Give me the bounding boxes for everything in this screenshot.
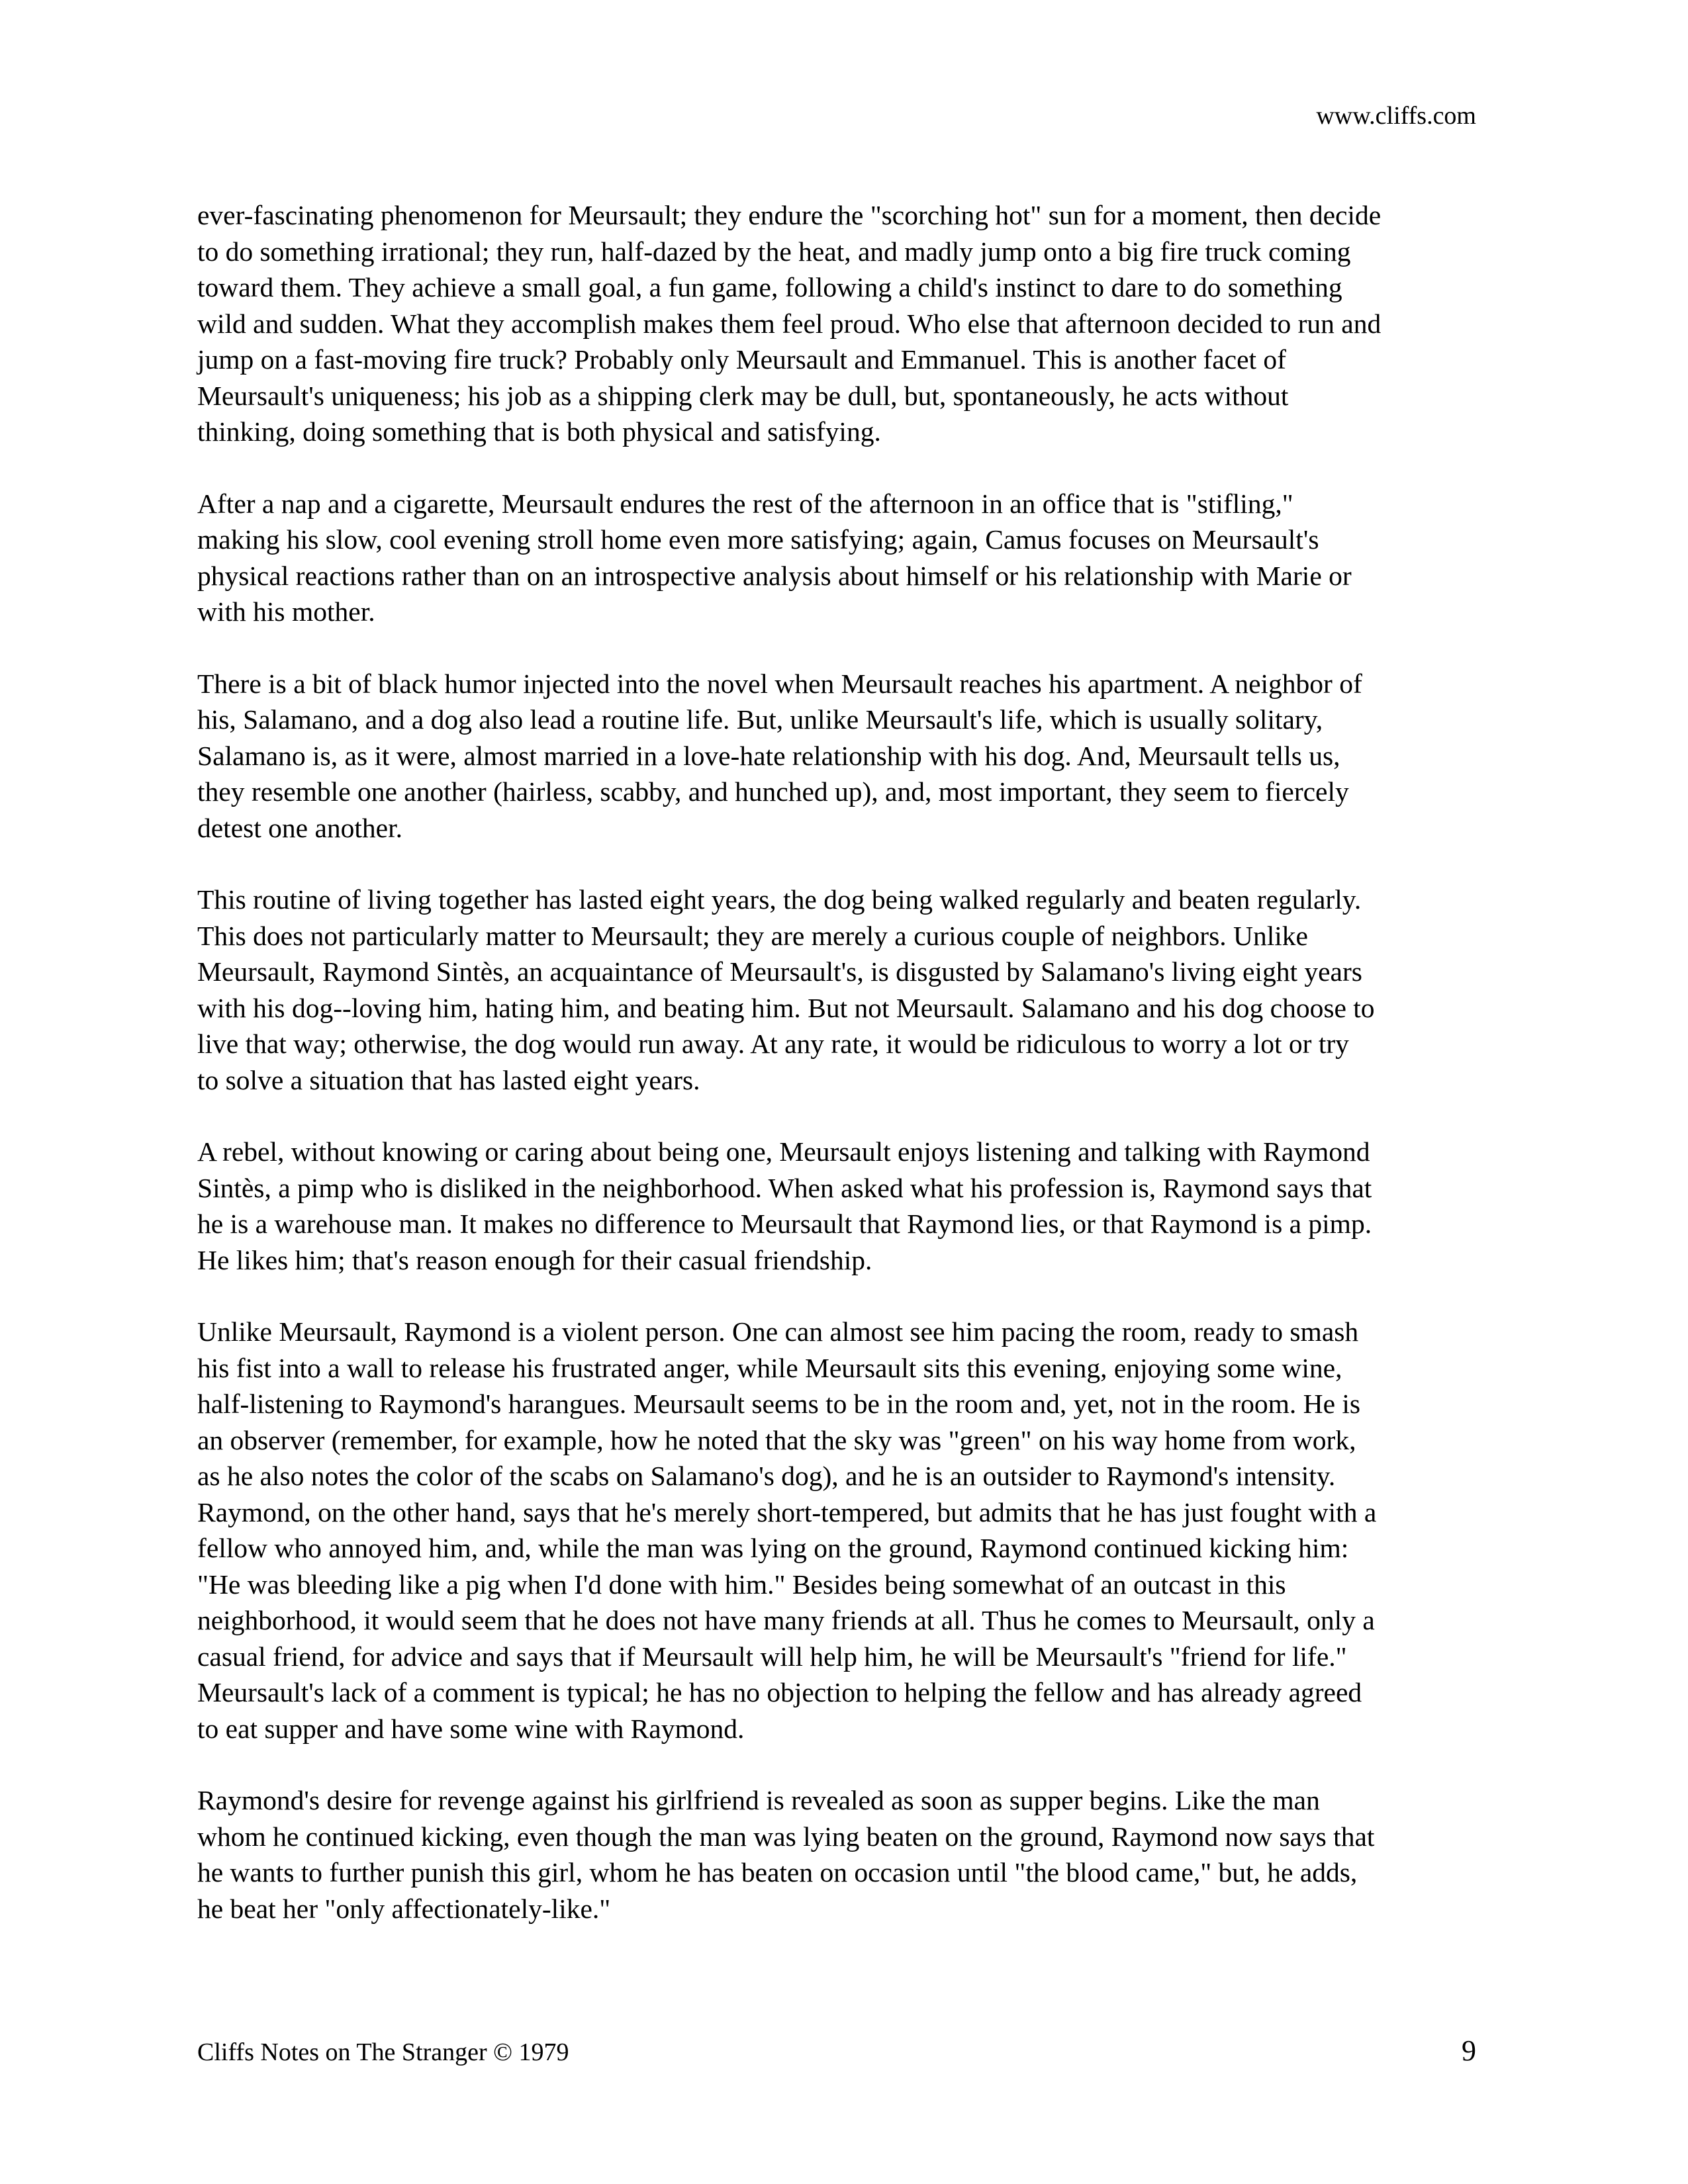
text-line: Salamano is, as it were, almost married in a love-hate relationship with his dog. And, Meursault tells us, <box>197 740 1340 771</box>
text-line: making his slow, cool evening stroll home even more satisfying; again, Camus focuses on Meursault's <box>197 524 1319 555</box>
paragraph-1 <box>197 197 1495 450</box>
page-number: 9 <box>1462 2034 1476 2067</box>
text-line: wild and sudden. What they accomplish makes them feel proud. Who else that afternoon decided to run and <box>197 308 1382 339</box>
text-line: ever-fascinating phenomenon for Meursault; they endure the "scorching hot" sun for a moment, then decide <box>197 200 1382 230</box>
text-line: with his dog--loving him, hating him, and beating him. But not Meursault. Salamano and his dog choose to <box>197 992 1375 1023</box>
text-line: neighborhood, it would seem that he does not have many friends at all. Thus he comes to Meursault, only a <box>197 1605 1375 1635</box>
text-line: to do something irrational; they run, half-dazed by the heat, and madly jump onto a big fire truck coming <box>197 236 1351 267</box>
text-line: whom he continued kicking, even though the man was lying beaten on the ground, Raymond now says that <box>197 1821 1375 1852</box>
text-line: jump on a fast-moving fire truck? Probably only Meursault and Emmanuel. This is another facet of <box>197 344 1286 375</box>
paragraph-7 <box>197 1782 1495 1927</box>
text-line: detest one another. <box>197 812 402 843</box>
text-line: toward them. They achieve a small goal, a fun game, following a child's instinct to dare to do something <box>197 272 1342 302</box>
text-line: Raymond, on the other hand, says that he's merely short-tempered, but admits that he has just fought with a <box>197 1496 1377 1527</box>
text-line: as he also notes the color of the scabs on Salamano's dog), and he is an outsider to Raymond's intensity. <box>197 1461 1336 1491</box>
header-url: www.cliffs.com <box>1316 102 1476 130</box>
text-line: he is a warehouse man. It makes no difference to Meursault that Raymond lies, or that Raymond is a pimp. <box>197 1208 1372 1239</box>
text-line: his, Salamano, and a dog also lead a routine life. But, unlike Meursault's life, which is usually solitary, <box>197 704 1323 735</box>
text-line: Meursault's uniqueness; his job as a shipping clerk may be dull, but, spontaneously, he acts without <box>197 380 1289 411</box>
paragraph-2 <box>197 486 1495 630</box>
text-line: to eat supper and have some wine with Raymond. <box>197 1713 745 1744</box>
text-line: physical reactions rather than on an introspective analysis about himself or his relationship with Marie or <box>197 560 1352 591</box>
text-line: Unlike Meursault, Raymond is a violent person. One can almost see him pacing the room, ready to smash <box>197 1316 1359 1347</box>
text-line: A rebel, without knowing or caring about being one, Meursault enjoys listening and talking with Raymond <box>197 1136 1370 1167</box>
footer-title: Cliffs Notes on The Stranger © 1979 <box>197 2038 569 2066</box>
text-line: Raymond's desire for revenge against his girlfriend is revealed as soon as supper begins. Like the man <box>197 1785 1320 1815</box>
text-line: with his mother. <box>197 596 375 627</box>
paragraph-3 <box>197 666 1495 846</box>
text-line: they resemble one another (hairless, scabby, and hunched up), and, most important, they seem to fiercely <box>197 776 1349 807</box>
text-line: to solve a situation that has lasted eight years. <box>197 1064 700 1095</box>
text-line: fellow who annoyed him, and, while the man was lying on the ground, Raymond continued kicking him: <box>197 1533 1349 1563</box>
text-line: thinking, doing something that is both physical and satisfying. <box>197 416 881 447</box>
text-line: This routine of living together has lasted eight years, the dog being walked regularly and beaten regularly. <box>197 884 1362 915</box>
text-line: He likes him; that's reason enough for their casual friendship. <box>197 1244 872 1275</box>
text-line: half-listening to Raymond's harangues. Meursault seems to be in the room and, yet, not in the room. He is <box>197 1388 1361 1419</box>
text-line: After a nap and a cigarette, Meursault endures the rest of the afternoon in an office that is "stifling," <box>197 488 1293 519</box>
text-line: There is a bit of black humor injected into the novel when Meursault reaches his apartment. A neighbor of <box>197 668 1362 699</box>
text-line: Meursault's lack of a comment is typical; he has no objection to helping the fellow and has already agreed <box>197 1677 1362 1707</box>
text-line: live that way; otherwise, the dog would run away. At any rate, it would be ridiculous to worry a lot or try <box>197 1028 1349 1059</box>
text-line: he beat her "only affectionately-like." <box>197 1893 611 1924</box>
text-line: Sintès, a pimp who is disliked in the neighborhood. When asked what his profession is, Raymond says that <box>197 1172 1372 1203</box>
text-line: Meursault, Raymond Sintès, an acquaintance of Meursault's, is disgusted by Salamano's living eight years <box>197 956 1362 987</box>
main-text <box>197 197 1495 1962</box>
text-line: casual friend, for advice and says that if Meursault will help him, he will be Meursault's "friend for life." <box>197 1641 1347 1672</box>
paragraph-4 <box>197 882 1495 1098</box>
paragraph-5 <box>197 1134 1495 1278</box>
paragraph-6 <box>197 1314 1495 1747</box>
text-line: his fist into a wall to release his frustrated anger, while Meursault sits this evening, enjoying some wine, <box>197 1352 1342 1383</box>
text-line: "He was bleeding like a pig when I'd done with him." Besides being somewhat of an outcast in this <box>197 1569 1286 1600</box>
text-line: he wants to further punish this girl, whom he has beaten on occasion until "the blood came," but, he adds, <box>197 1857 1358 1888</box>
text-line: This does not particularly matter to Meursault; they are merely a curious couple of neighbors. Unlike <box>197 920 1308 951</box>
text-line: an observer (remember, for example, how he noted that the sky was "green" on his way home from work, <box>197 1424 1356 1455</box>
